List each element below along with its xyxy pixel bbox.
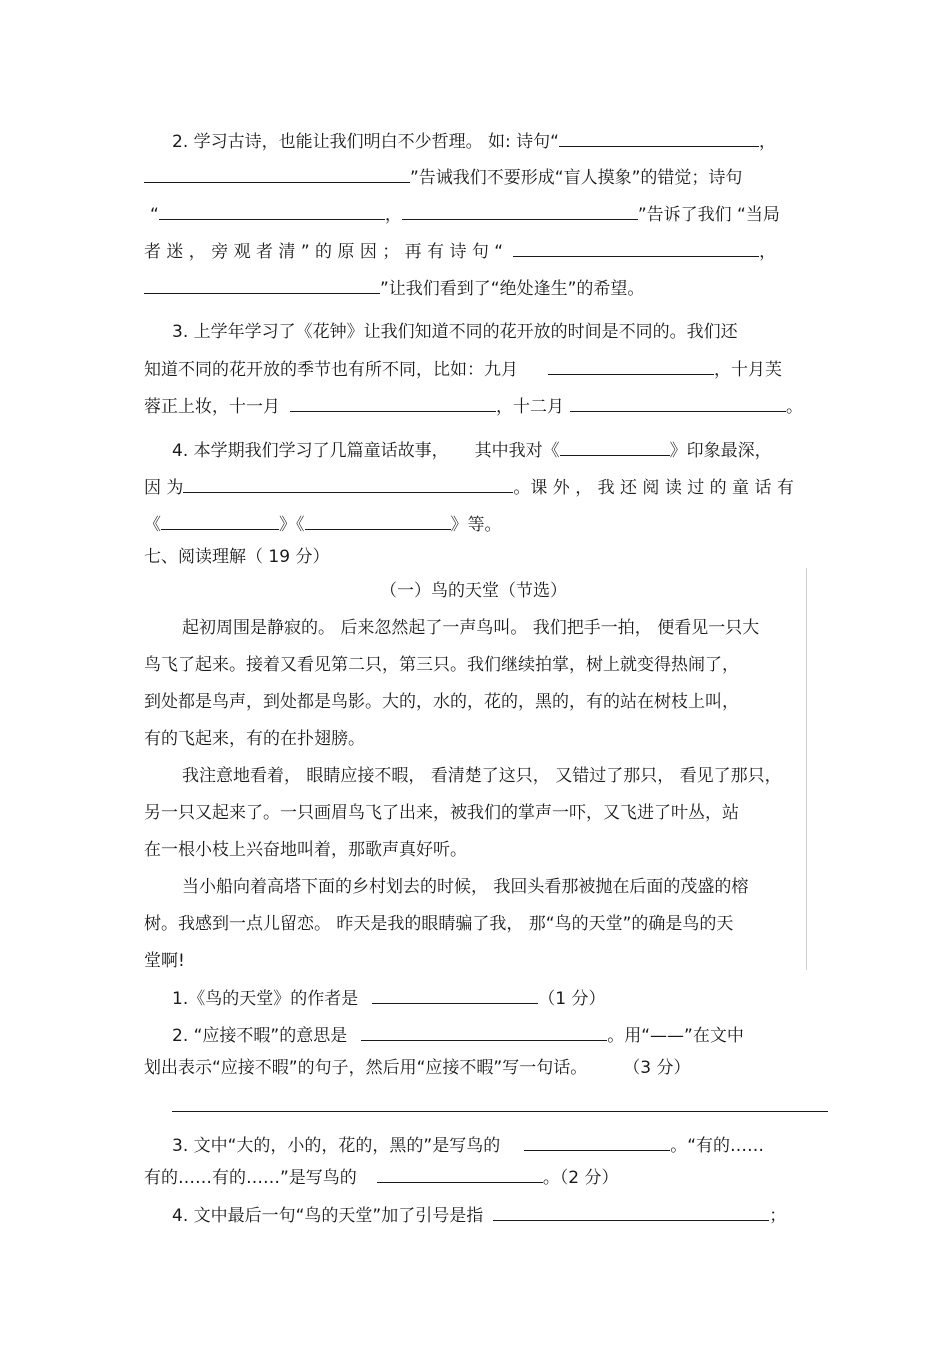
answer-blank[interactable] (402, 203, 638, 220)
answer-blank[interactable] (524, 1134, 670, 1151)
answer-blank[interactable] (361, 1024, 607, 1041)
answer-blank[interactable] (559, 130, 759, 147)
writing-line[interactable] (172, 1111, 828, 1112)
passage-line: 有的飞起来，有的在扑翅膀。 (144, 729, 365, 749)
q4-text: 因 为 (144, 478, 184, 498)
period: 。 (786, 397, 803, 417)
passage-line: 当小船向着高塔下面的乡村划去的时候， 我回头看那被抛在后面的茂盛的榕 (182, 877, 749, 897)
q4-line-2 (144, 476, 794, 499)
q2-text: 2. 学习古诗，也能让我们明白不少哲理。 如: 诗句“ (172, 132, 559, 152)
passage-line: 另一只又起来了。一只画眉鸟飞了出来，被我们的掌声一吓，又飞进了叶丛，站 (144, 803, 739, 823)
answer-blank[interactable] (493, 1204, 769, 1221)
q2-line-1 (172, 130, 776, 153)
answer-blank[interactable] (290, 395, 496, 412)
answer-blank[interactable] (548, 358, 714, 375)
reading-q1: 1.《鸟的天堂》的作者是 （1 分） (172, 989, 606, 1009)
q4-text: 》《 (279, 515, 305, 535)
q3-line-2 (144, 358, 782, 381)
passage-title: （一）鸟的天堂（节选） (380, 581, 567, 601)
q2-text: 者 迷 ， 旁 观 者 清 ” 的 原 因 ； 再 有 诗 句 “ (144, 242, 504, 262)
passage-line: 堂啊! (144, 951, 185, 971)
passage-line: 到处都是鸟声，到处都是鸟影。大的，水的，花的，黑的，有的站在树枝上叫， (144, 692, 739, 712)
q4-text: 《 (144, 515, 161, 535)
q2-text: ”让我们看到了“绝处逢生”的希望。 (380, 279, 645, 299)
open-quote: “ (150, 205, 159, 225)
answer-blank[interactable] (144, 277, 380, 294)
answer-blank[interactable] (372, 987, 538, 1004)
passage-line: 鸟飞了起来。接着又看见第二只，第三只。我们继续拍掌，树上就变得热闹了， (144, 655, 739, 675)
answer-blank[interactable] (183, 476, 513, 493)
comma: ， (759, 242, 777, 262)
q4-text: 。课 外 ， 我 还 阅 读 过 的 童 话 有 (513, 478, 794, 498)
passage-line: 我注意地看着， 眼睛应接不暇， 看清楚了这只， 又错过了那只， 看见了那只， (182, 766, 782, 786)
q4-text: 》等。 (450, 515, 502, 535)
q3-text: ，十月芙 (714, 360, 782, 380)
q4-line-1 (172, 439, 772, 462)
passage-line: 起初周围是静寂的。 后来忽然起了一声鸟叫。 我们把手一拍， 便看见一只大 (182, 618, 760, 638)
q3-text: ，十二月 (496, 397, 564, 417)
answer-blank[interactable] (161, 513, 279, 530)
q3-text: 知道不同的花开放的季节也有所不同，比如：九月 (144, 360, 518, 380)
answer-blank[interactable] (513, 240, 759, 257)
answer-blank[interactable] (159, 203, 385, 220)
q2-line-3 (150, 203, 780, 226)
q2-text: ”告诫我们不要形成“盲人摸象”的错觉；诗句 (410, 168, 743, 188)
comma: ， (384, 205, 402, 225)
reading-q3: 3. 文中“大的，小的，花的，黑的”是写鸟的 。“有的…… (172, 1136, 765, 1156)
q4-text: 4. 本学期我们学习了几篇童话故事， (172, 441, 449, 461)
q3-text: 蓉正上妆，十一月 (144, 397, 280, 417)
reading-q4: 4. 文中最后一句“鸟的天堂”加了引号是指 ； (172, 1206, 787, 1226)
answer-blank[interactable] (560, 439, 670, 456)
reading-q2-cont: 划出表示“应接不暇”的句子，然后用“应接不暇”写一句话。 （3 分） (144, 1058, 691, 1078)
answer-blank[interactable] (570, 395, 786, 412)
q2-line-5 (144, 277, 644, 300)
q4-text: 》印象最深， (669, 441, 772, 461)
q3-text: 3. 上学年学习了《花钟》让我们知道不同的花开放的时间是不同的。我们还 (172, 322, 738, 342)
answer-blank[interactable] (305, 513, 451, 530)
passage-line: 在一根小枝上兴奋地叫着，那歌声真好听。 (144, 840, 467, 860)
q4-text: 其中我对《 (474, 441, 560, 461)
q3-line-1 (172, 321, 738, 343)
comma: ， (758, 132, 776, 152)
q4-line-3 (144, 513, 502, 536)
section-heading: 七、阅读理解（ 19 分） (144, 547, 330, 567)
q2-line-2 (144, 166, 742, 189)
passage-line: 树。我感到一点儿留恋。 昨天是我的眼睛骗了我， 那“鸟的天堂”的确是鸟的天 (144, 914, 734, 934)
reading-q3-cont: 有的……有的……”是写鸟的 。（2 分） (144, 1168, 619, 1188)
answer-blank[interactable] (144, 166, 410, 183)
passage-border (806, 568, 807, 970)
answer-blank[interactable] (377, 1166, 543, 1183)
q2-text: ”告诉了我们 “当局 (637, 205, 780, 225)
q3-line-3 (144, 395, 803, 418)
q2-line-4 (144, 240, 776, 263)
reading-q2: 2. “应接不暇”的意思是 。用“——”在文中 (172, 1026, 744, 1046)
